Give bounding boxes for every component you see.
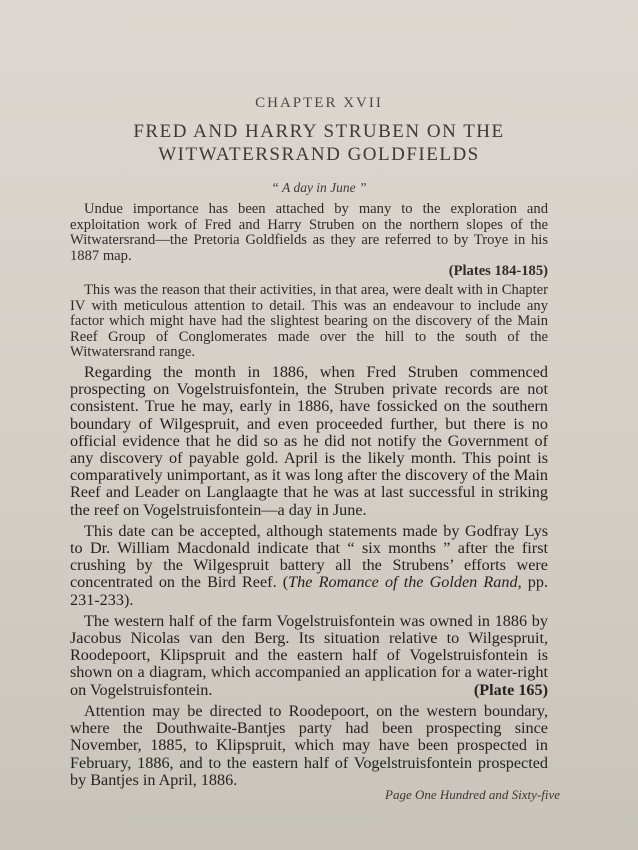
plate-reference-165: (Plate 165) bbox=[473, 680, 548, 699]
plate-reference-184-185: (Plates 184-185) bbox=[448, 263, 548, 280]
paragraph-1-text: Undue importance has been attached by many to the exploration and exploitation work of Fred and Harry Struben on the northern slopes of the Witwatersrand—the Pretoria Goldfields as they are referred to by Troye in his 1887 map. bbox=[70, 201, 548, 264]
paragraph-4 bbox=[70, 523, 548, 609]
chapter-title bbox=[0, 120, 638, 166]
paragraph-1 bbox=[70, 202, 548, 280]
body-text bbox=[70, 202, 548, 793]
body-text-lower bbox=[70, 364, 548, 789]
paragraph-3: Regarding the month in 1886, when Fred Struben commenced prospecting on Vogelstruisfontein, the Struben private records are not consistent. True he may, early in 1886, have fossicked on the southern boundary of Wilgespruit, and even proceeded further, but there is no official evidence that he did so as he did not notify the Government of any discovery of payable gold. April is the likely month. This point is comparatively unimportant, as it was long after the discovery of the Main Reef and Leader on Langlaagte that he was at last successful in striking the reef on Vogelstruisfontein—a day in June. bbox=[70, 362, 548, 519]
paragraph-2: This was the reason that their activities, in that area, were dealt with in Chapter IV with meticulous attention to detail. This was an endeavour to include any factor which might have had the slightest bearing on the discovery of the Main Reef Group of Conglomerates made over the hill to the south of the Witwatersrand range. bbox=[70, 281, 548, 361]
title-line-1: FRED AND HARRY STRUBEN ON THE bbox=[133, 121, 505, 142]
chapter-subtitle: “ A day in June ” bbox=[271, 180, 367, 195]
paragraph-6: Attention may be directed to Roodepoort, on the western boundary, where the Douthwaite-Bantjes party had been prospecting since November, 1885, to Klipspruit, which may have been prospected in February, 1886, and to the eastern half of Vogelstruisfontein prospected by Bantjes in April, 1886. bbox=[70, 702, 548, 789]
chapter-heading: CHAPTER XVII bbox=[255, 95, 383, 111]
page-footer: Page One Hundred and Sixty-five bbox=[385, 787, 560, 802]
paragraph-5-text: The western half of the farm Vogelstruisfontein was owned in 1886 by Jacobus Nicolas van den Berg. Its situation relative to Wilgespruit, Roodepoort, Klipspruit and the eastern half of Vogelstruisfontein is shown on a diagram, which accompanied an application for a water-right on Vogelstruisfontein. bbox=[70, 611, 548, 699]
title-line-2: WITWATERSRAND GOLDFIELDS bbox=[158, 144, 480, 165]
paragraph-4-tail: , pp. 231-233). bbox=[70, 573, 549, 609]
paragraph-4-text: This date can be accepted, although statements made by Godfray Lys to Dr. William Macdonald indicate that “ six months ” after the first crushing by the Wilgespruit battery all the Strubens’ efforts were concentrated on the Bird Reef. ( bbox=[70, 521, 548, 592]
book-title-reference: The Romance of the Golden Rand bbox=[288, 573, 518, 592]
paragraph-5 bbox=[70, 613, 548, 699]
